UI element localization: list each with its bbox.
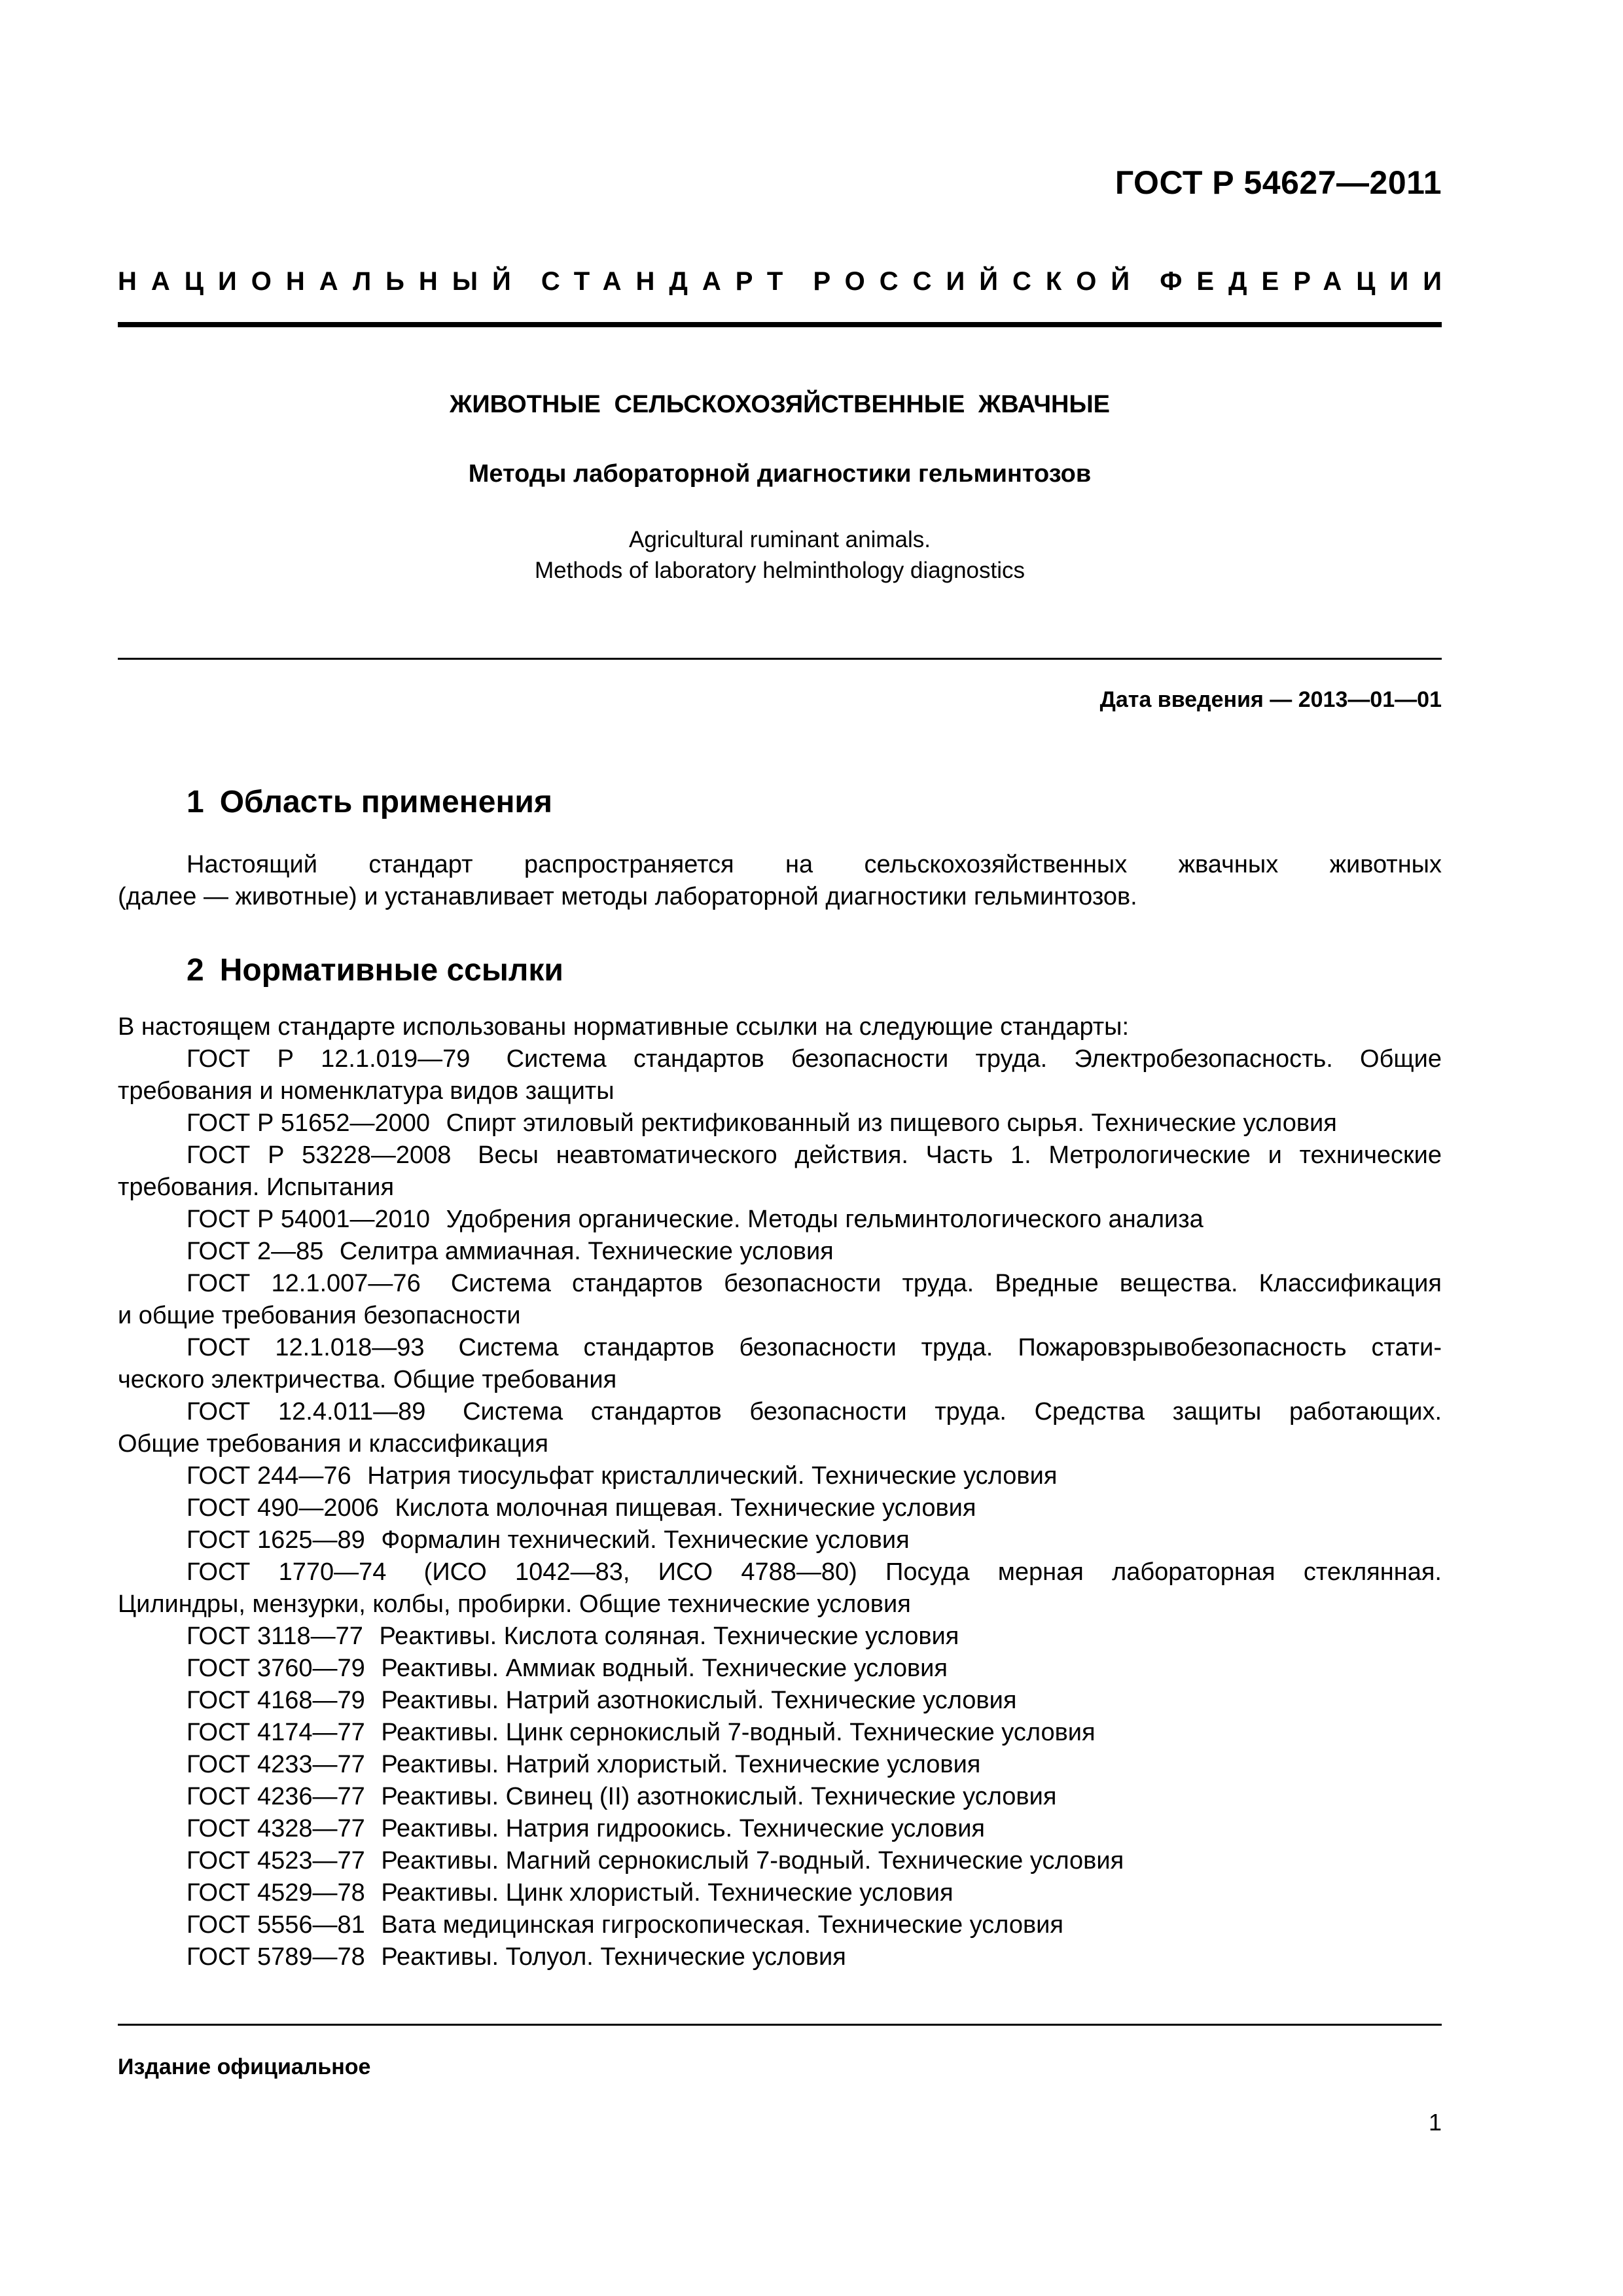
reference-code: ГОСТ 12.1.018—93 — [187, 1334, 425, 1361]
reference-title: Реактивы. Цинк хлористый. Технические условия — [381, 1879, 954, 1907]
reference-code: ГОСТ 5556—81 — [187, 1911, 365, 1939]
reference-title: Реактивы. Цинк сернокислый 7-водный. Технические условия — [381, 1719, 1096, 1746]
reference-code: ГОСТ 3118—77 — [187, 1623, 363, 1650]
reference-title: Формалин технический. Технические условия — [381, 1526, 910, 1554]
reference-code: ГОСТ 244—76 — [187, 1462, 351, 1490]
page-number: 1 — [1428, 2109, 1442, 2136]
official-edition-label: Издание официальное — [118, 2054, 371, 2079]
reference-item — [187, 1941, 846, 1973]
reference-item — [187, 1268, 1442, 1300]
reference-continuation: и общие требования безопасности — [118, 1302, 521, 1329]
reference-title: (ИСО 1042—83, ИСО 4788—80) Посуда мерная лабораторная стеклянная. — [423, 1558, 1442, 1586]
reference-item — [187, 1107, 1337, 1139]
section-number: 1 — [187, 785, 204, 819]
section-title: Область применения — [219, 785, 552, 819]
reference-item — [187, 1332, 1442, 1364]
reference-item — [187, 1524, 910, 1556]
reference-code: ГОСТ 4233—77 — [187, 1751, 365, 1778]
reference-title: Вата медицинская гигроскопическая. Технические условия — [381, 1911, 1063, 1939]
reference-item — [187, 1043, 1442, 1075]
reference-item — [187, 1621, 959, 1653]
banner-word: НАЦИОНАЛЬНЫЙ — [118, 267, 526, 296]
reference-code: ГОСТ 4168—79 — [187, 1687, 365, 1714]
reference-code: ГОСТ 3760—79 — [187, 1655, 365, 1682]
reference-code: ГОСТ 490—2006 — [187, 1494, 379, 1522]
reference-title: Реактивы. Кислота соляная. Технические условия — [379, 1623, 959, 1650]
reference-title: Реактивы. Свинец (II) азотнокислый. Технические условия — [381, 1783, 1057, 1810]
document-title-en: Methods of laboratory helminthology diagnostics — [534, 558, 1026, 583]
paragraph-line: (далее — животные) и устанавливает методы лабораторной диагностики гельминтозов. — [118, 883, 1137, 910]
reference-title: Система стандартов безопасности труда. Средства защиты работающих. — [463, 1398, 1442, 1426]
reference-code: ГОСТ 4236—77 — [187, 1783, 365, 1810]
reference-title: Реактивы. Магний сернокислый 7-водный. Технические условия — [381, 1847, 1124, 1874]
reference-item — [187, 1909, 1063, 1941]
reference-code: ГОСТ 4529—78 — [187, 1879, 365, 1907]
reference-item — [187, 1749, 980, 1781]
document-code: ГОСТ Р 54627—2011 — [1115, 164, 1442, 201]
footer-divider — [118, 2024, 1442, 2026]
banner-word: СТАНДАРТ — [541, 267, 798, 296]
reference-item — [187, 1460, 1057, 1492]
reference-code: ГОСТ Р 51652—2000 — [187, 1109, 431, 1137]
reference-code: ГОСТ 4328—77 — [187, 1815, 365, 1842]
reference-continuation: Цилиндры, мензурки, колбы, пробирки. Общие технические условия — [118, 1590, 911, 1618]
banner-word: ФЕДЕРАЦИИ — [1160, 267, 1456, 296]
reference-title: Реактивы. Натрий хлористый. Технические условия — [381, 1751, 981, 1778]
reference-item — [187, 1204, 1204, 1236]
reference-code: ГОСТ 12.4.011—89 — [187, 1398, 426, 1426]
national-standard-banner — [118, 267, 1456, 296]
reference-item — [187, 1685, 1016, 1717]
reference-code: ГОСТ 2—85 — [187, 1238, 324, 1265]
section-heading — [187, 784, 552, 820]
section-heading — [187, 952, 563, 988]
reference-continuation: требования. Испытания — [118, 1174, 395, 1201]
section-number: 2 — [187, 953, 204, 988]
reference-continuation: ческого электричества. Общие требования — [118, 1366, 617, 1393]
document-title-ru: ЖИВОТНЫЕ СЕЛЬСКОХОЗЯЙСТВЕННЫЕ ЖВАЧНЫЕ — [449, 391, 1111, 418]
effective-date: Дата введения — 2013—01—01 — [1099, 687, 1442, 712]
reference-title: Удобрения органические. Методы гельминтологического анализа — [446, 1206, 1204, 1233]
reference-title: Реактивы. Натрий азотнокислый. Технические условия — [381, 1687, 1017, 1714]
reference-item — [187, 1236, 834, 1268]
reference-item — [187, 1492, 976, 1524]
reference-item — [187, 1556, 1442, 1588]
reference-code: ГОСТ 1770—74 — [187, 1558, 387, 1586]
reference-code: ГОСТ 1625—89 — [187, 1526, 365, 1554]
reference-title: Весы неавтоматического действия. Часть 1. Метрологические и технические — [478, 1141, 1442, 1169]
reference-code: ГОСТ Р 53228—2008 — [187, 1141, 452, 1169]
reference-title: Система стандартов безопасности труда. Пожаровзрывобезопасность стати- — [458, 1334, 1442, 1361]
reference-title: Реактивы. Натрия гидроокись. Технические условия — [381, 1815, 985, 1842]
reference-title: Реактивы. Аммиак водный. Технические условия — [381, 1655, 948, 1682]
reference-code: ГОСТ 4523—77 — [187, 1847, 365, 1874]
reference-code: ГОСТ Р 54001—2010 — [187, 1206, 431, 1233]
reference-item — [187, 1139, 1442, 1172]
reference-item — [187, 1396, 1442, 1428]
reference-title: Натрия тиосульфат кристаллический. Технические условия — [367, 1462, 1058, 1490]
banner-word: РОССИЙСКОЙ — [813, 267, 1145, 296]
reference-title: Система стандартов безопасности труда. Электробезопасность. Общие — [506, 1045, 1442, 1073]
reference-title: Кислота молочная пищевая. Технические условия — [395, 1494, 976, 1522]
reference-title: Селитра аммиачная. Технические условия — [339, 1238, 834, 1265]
document-title-en: Agricultural ruminant animals. — [628, 527, 931, 552]
reference-item — [187, 1653, 948, 1685]
document-subtitle-ru: Методы лабораторной диагностики гельминтозов — [468, 460, 1092, 488]
reference-title: Система стандартов безопасности труда. Вредные вещества. Классификация — [450, 1270, 1442, 1297]
reference-item — [187, 1877, 954, 1909]
references-intro: В настоящем стандарте использованы нормативные ссылки на следующие стандарты: — [118, 1013, 1130, 1041]
reference-continuation: требования и номенклатура видов защиты — [118, 1077, 615, 1105]
reference-item — [187, 1781, 1056, 1813]
reference-title: Спирт этиловый ректификованный из пищевого сырья. Технические условия — [446, 1109, 1337, 1137]
reference-code: ГОСТ Р 12.1.019—79 — [187, 1045, 471, 1073]
reference-item — [187, 1717, 1096, 1749]
reference-code: ГОСТ 12.1.007—76 — [187, 1270, 421, 1297]
reference-item — [187, 1845, 1124, 1877]
reference-item — [187, 1813, 985, 1845]
title-divider — [118, 658, 1442, 660]
reference-code: ГОСТ 5789—78 — [187, 1943, 365, 1971]
paragraph-line: Настоящий стандарт распространяется на сельскохозяйственных жвачных животных — [187, 851, 1442, 878]
header-divider — [118, 322, 1442, 327]
section-title: Нормативные ссылки — [219, 953, 563, 988]
reference-continuation: Общие требования и классификация — [118, 1430, 548, 1458]
reference-title: Реактивы. Толуол. Технические условия — [381, 1943, 846, 1971]
reference-code: ГОСТ 4174—77 — [187, 1719, 365, 1746]
